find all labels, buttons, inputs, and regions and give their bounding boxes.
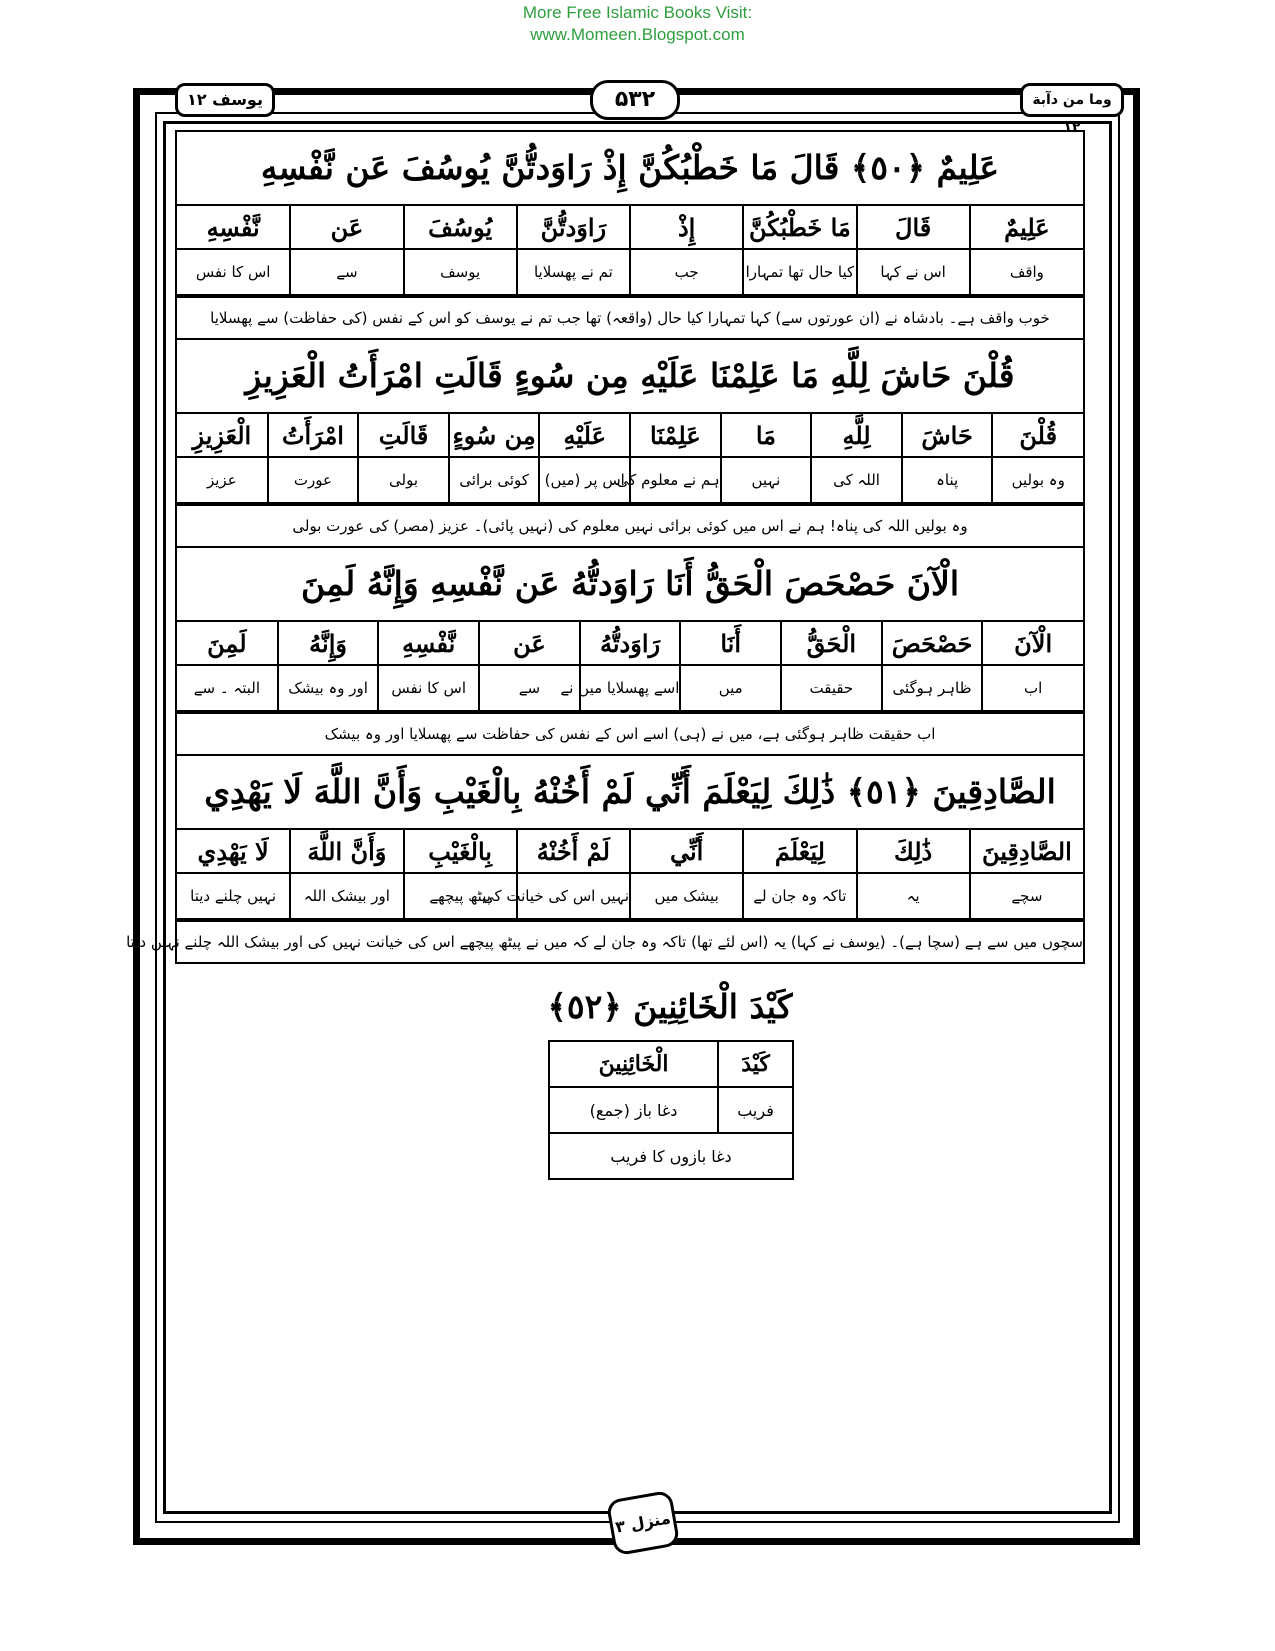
promo-banner: [0, 2, 1275, 46]
word-arabic: عَلَيْهِ: [539, 414, 630, 457]
word-meaning: عزیز: [177, 457, 268, 503]
word-arabic: قَالَ: [857, 206, 970, 249]
word-arabic: رَاوَدتُّهُ: [580, 622, 681, 665]
word-meaning: دغا باز (جمع): [549, 1087, 718, 1133]
final-word-table: [548, 1040, 794, 1180]
word-meaning: اب: [982, 665, 1083, 711]
word-meaning: سے: [290, 249, 403, 295]
para-label: وما من دآبة ۱۲: [1020, 83, 1124, 117]
word-arabic: عَلِيمٌ: [970, 206, 1083, 249]
word-meaning: اللہ کی: [811, 457, 902, 503]
word-meaning: اسے پھسلایا میں نے: [580, 665, 681, 711]
word-arabic: حَاشَ: [902, 414, 993, 457]
promo-line-1: More Free Islamic Books Visit:: [522, 3, 753, 22]
word-arabic: لِلَّهِ: [811, 414, 902, 457]
promo-line-2[interactable]: www.Momeen.Blogspot.com: [530, 25, 745, 44]
word-arabic: امْرَأَتُ: [268, 414, 359, 457]
ayah-section: [175, 546, 1085, 754]
word-meaning: اور وہ بیشک: [278, 665, 379, 711]
word-arabic: الْحَقُّ: [781, 622, 882, 665]
word-meaning: بیشک میں: [630, 873, 743, 919]
word-meaning: نہیں: [721, 457, 812, 503]
word-table: [177, 414, 1083, 504]
word-meaning: تاکہ وہ جان لے: [743, 873, 856, 919]
word-arabic: قَالَتِ: [358, 414, 449, 457]
word-meaning: تم نے پھسلایا: [517, 249, 630, 295]
word-arabic: وَإِنَّهُ: [278, 622, 379, 665]
page-number: ۵۳۲: [590, 80, 680, 120]
word-meaning: نہیں چلنے دیتا: [177, 873, 290, 919]
word-arabic: عَن: [290, 206, 403, 249]
word-meaning: ظاہر ہوگئی: [882, 665, 983, 711]
word-meaning: جب: [630, 249, 743, 295]
word-meaning: نہیں اس کی خیانت کی: [517, 873, 630, 919]
word-arabic: الْآنَ: [982, 622, 1083, 665]
word-meaning: ہم نے معلوم کی: [630, 457, 721, 503]
ayah-line: الصَّادِقِينَ ﴿٥١﴾ ذَٰلِكَ لِيَعْلَمَ أَنِّي لَمْ أَخُنْهُ بِالْغَيْبِ وَأَنَّ اللَّهَ لَا يَهْدِي: [177, 756, 1083, 830]
word-meaning: یوسف: [404, 249, 517, 295]
translation-line: خوب واقف ہے۔ بادشاہ نے (ان عورتوں سے) کہا تمہارا کیا حال (واقعہ) تھا جب تم نے یوسف کو اس کے نفس (کی حفاظت) سے پھسلایا: [177, 296, 1083, 338]
word-meaning: حقیقت: [781, 665, 882, 711]
word-arabic: لَمْ أَخُنْهُ: [517, 830, 630, 873]
word-arabic: عَن: [479, 622, 580, 665]
word-meaning: اور بیشک اللہ: [290, 873, 403, 919]
ayah-line: قُلْنَ حَاشَ لِلَّهِ مَا عَلِمْنَا عَلَيْهِ مِن سُوءٍ قَالَتِ امْرَأَتُ الْعَزِيزِ: [177, 340, 1083, 414]
word-arabic: لَمِنَ: [177, 622, 278, 665]
word-arabic: مَا: [721, 414, 812, 457]
word-arabic: أَنِّي: [630, 830, 743, 873]
word-arabic: حَصْحَصَ: [882, 622, 983, 665]
translation-line: وہ بولیں اللہ کی پناہ! ہم نے اس میں کوئی برائی نہیں معلوم کی (نہیں پائی)۔ عزیز (مصر) کی عورت بولی: [177, 504, 1083, 546]
ayah-section: [175, 130, 1085, 338]
word-arabic: بِالْغَيْبِ: [404, 830, 517, 873]
word-table: [177, 622, 1083, 712]
word-arabic: ذَٰلِكَ: [857, 830, 970, 873]
word-arabic: مِن سُوءٍ: [449, 414, 540, 457]
word-meaning: اس پر (میں): [539, 457, 630, 503]
word-arabic: الصَّادِقِينَ: [970, 830, 1083, 873]
word-arabic: كَيْدَ: [718, 1041, 793, 1087]
word-table: [177, 830, 1083, 920]
translation-line: سچوں میں سے ہے (سچا ہے)۔ (یوسف نے کہا) یہ (اس لئے تھا) تاکہ وہ جان لے کہ میں نے پیٹھ پیچھے اس کی خیانت نہیں کی اور بیشک اللہ چلنے نہیں دیتا: [177, 920, 1083, 962]
word-arabic: رَاوَدتُّنَّ: [517, 206, 630, 249]
ayah-line: الْآنَ حَصْحَصَ الْحَقُّ أَنَا رَاوَدتُّهُ عَن نَّفْسِهِ وَإِنَّهُ لَمِنَ: [177, 548, 1083, 622]
word-arabic: نَّفْسِهِ: [378, 622, 479, 665]
final-translation: دغا بازوں کا فریب: [549, 1133, 793, 1179]
word-meaning: یہ: [857, 873, 970, 919]
word-arabic: لَا يَهْدِي: [177, 830, 290, 873]
word-meaning: بولی: [358, 457, 449, 503]
word-table: [177, 206, 1083, 296]
word-arabic: أَنَا: [680, 622, 781, 665]
word-meaning: عورت: [268, 457, 359, 503]
word-meaning: اس کا نفس: [378, 665, 479, 711]
word-meaning: واقف: [970, 249, 1083, 295]
word-meaning: سے: [479, 665, 580, 711]
word-arabic: لِيَعْلَمَ: [743, 830, 856, 873]
word-meaning: فریب: [718, 1087, 793, 1133]
ayah-section: [126, 754, 1085, 964]
word-arabic: وَأَنَّ اللَّهَ: [290, 830, 403, 873]
word-meaning: اس نے کہا: [857, 249, 970, 295]
word-arabic: الْعَزِيزِ: [177, 414, 268, 457]
final-word-table-wrapper: [548, 1040, 794, 1180]
word-meaning: پناہ: [902, 457, 993, 503]
word-meaning: پیٹھ پیچھے: [404, 873, 517, 919]
word-arabic: قُلْنَ: [992, 414, 1083, 457]
word-arabic: الْخَائِنِينَ: [549, 1041, 718, 1087]
word-meaning: وہ بولیں: [992, 457, 1083, 503]
word-arabic: نَّفْسِهِ: [177, 206, 290, 249]
word-arabic: إِذْ: [630, 206, 743, 249]
word-meaning: اس کا نفس: [177, 249, 290, 295]
ayah-line: عَلِيمٌ ﴿٥٠﴾ قَالَ مَا خَطْبُكُنَّ إِذْ رَاوَدتُّنَّ يُوسُفَ عَن نَّفْسِهِ: [177, 132, 1083, 206]
word-meaning: البتہ ۔ سے: [177, 665, 278, 711]
word-arabic: عَلِمْنَا: [630, 414, 721, 457]
word-arabic: مَا خَطْبُكُنَّ: [743, 206, 856, 249]
word-meaning: کوئی برائی: [449, 457, 540, 503]
word-meaning: کیا حال تھا تمہارا: [743, 249, 856, 295]
final-ayah-line: كَيْدَ الْخَائِنِينَ ﴿٥٢﴾: [547, 987, 793, 1026]
surah-label: یوسف ۱۲: [175, 83, 275, 117]
manzil-label: منزل ۳: [606, 1490, 681, 1557]
translation-line: اب حقیقت ظاہر ہوگئی ہے، میں نے (ہی) اسے اس کے نفس کی حفاظت سے پھسلایا اور وہ بیشک: [177, 712, 1083, 754]
ayah-sections: [126, 130, 1085, 964]
word-meaning: میں: [680, 665, 781, 711]
word-meaning: سچے: [970, 873, 1083, 919]
ayah-section: [175, 338, 1085, 546]
word-arabic: يُوسُفَ: [404, 206, 517, 249]
